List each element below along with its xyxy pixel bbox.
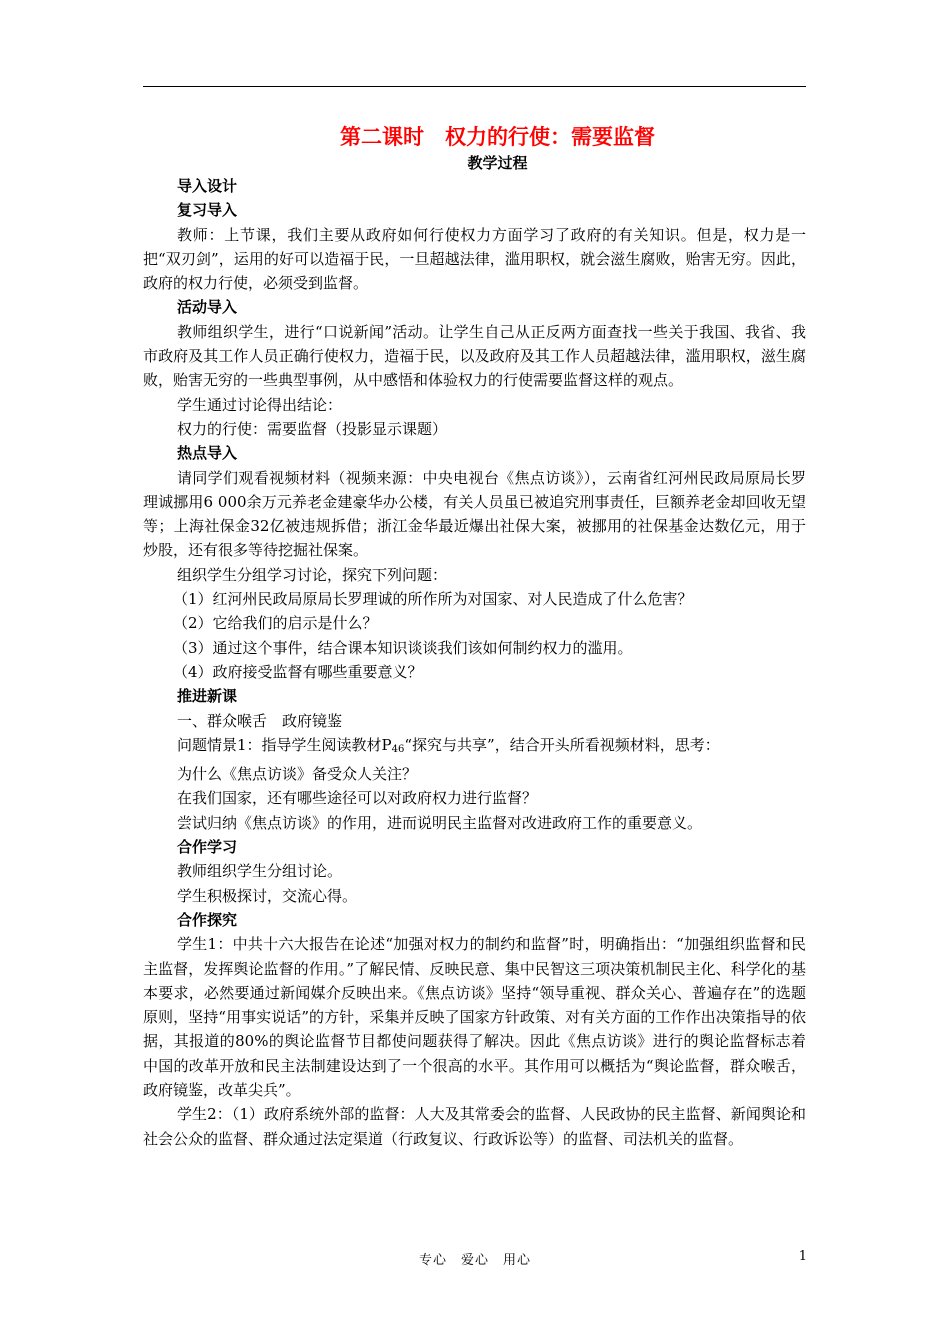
- scene-text-b: “探究与共享”，结合开头所看视频材料，思考：: [404, 735, 720, 754]
- heading-new-lesson: 推进新课: [177, 687, 238, 706]
- paragraph-scene-1: [143, 733, 806, 762]
- paragraph-student-2: 学生2：（1）政府系统外部的监督：人大及其常委会的监督、人民政协的民主监督、新闻舆论和社会公众的监督、群众通过法定渠道（行政复议、行政诉讼等）的监督、司法机关的监督。: [143, 1105, 806, 1148]
- paragraph-topic: 权力的行使：需要监督（投影显示课题）: [177, 419, 448, 438]
- paragraph-section-1: 一、群众喉舌 政府镜鉴: [177, 711, 343, 730]
- paragraph-hot: 请同学们观看视频材料（视频来源：中央电视台《焦点访谈》），云南省红河州民政局原局长罗理诚挪用6 000余万元养老金建豪华办公楼，有关人员虽已被追究刑事责任，巨额养老金却回收无望等；上海社保金32亿被违规拆借；浙江金华最近爆出社保大案，被挪用的社保基金达数亿元，用于炒股，还有很多等待挖掘社保案。: [143, 468, 806, 560]
- scene-text-a: 问题情景1：指导学生阅读教材P: [177, 735, 392, 754]
- question-item: （3）通过这个事件，结合课本知识谈谈我们该如何制约权力的滥用。: [173, 638, 633, 657]
- question-item: （1）红河州民政局原局长罗理诚的所作所为对国家、对人民造成了什么危害？: [173, 590, 693, 609]
- footer-motto: 专心 爱心 用心: [418, 1253, 531, 1268]
- heading-hot: 热点导入: [177, 444, 238, 463]
- document-body: [143, 122, 806, 1151]
- paragraph-coop-2: 学生积极探讨，交流心得。: [177, 886, 358, 905]
- paragraph-conclusion: 学生通过讨论得出结论：: [177, 395, 343, 414]
- question-item: （2）它给我们的启示是什么？: [173, 614, 378, 633]
- question-item: （4）政府接受监督有哪些重要意义？: [173, 662, 423, 681]
- heading-cooperative-learning: 合作学习: [177, 838, 238, 857]
- heading-cooperative-inquiry: 合作探究: [177, 910, 238, 929]
- heading-intro: 导入设计: [177, 177, 238, 195]
- paragraph-ways: 在我们国家，还有哪些途径可以对政府权力进行监督？: [177, 789, 538, 808]
- scene-page-subscript: 46: [391, 743, 405, 755]
- paragraph-coop-1: 教师组织学生分组讨论。: [177, 862, 343, 881]
- heading-activity: 活动导入: [177, 298, 238, 317]
- page-number: 1: [798, 1249, 807, 1264]
- page-subtitle: 教学过程: [467, 154, 528, 172]
- paragraph-student-1: 学生1：中共十六大报告在论述“加强对权力的制约和监督”时，明确指出：“加强组织监督和民主监督，发挥舆论监督的作用。”了解民情、反映民意、集中民智这三项决策机制民主化、科学化的基本要求，必然要通过新闻媒介反映出来。《焦点访谈》坚持“领导重视、群众关心、普遍存在”的选题原则，坚持“用事实说话”的方针，采集并反映了国家方针政策、对有关方面的工作作出决策指导的依据，其报道的80%的舆论监督节目都使问题获得了解决。因此《焦点访谈》进行的舆论监督标志着中国的改革开放和民主法制建设达到了一个很高的水平。其作用可以概括为“舆论监督，群众喉舌，政府镜鉴，改革尖兵”。: [143, 935, 806, 1099]
- header-rule: [143, 86, 806, 87]
- paragraph-review: 教师：上节课，我们主要从政府如何行使权力方面学习了政府的有关知识。但是，权力是一把“双刃剑”，运用的好可以造福于民，一旦超越法律，滥用职权，就会滋生腐败，贻害无穷。因此，政府的权力行使，必须受到监督。: [143, 225, 806, 293]
- paragraph-activity: 教师组织学生，进行“口说新闻”活动。让学生自己从正反两方面查找一些关于我国、我省、我市政府及其工作人员正确行使权力，造福于民，以及政府及其工作人员超越法律，滥用职权，滋生腐败，贻害无穷的一些典型事例，从中感悟和体验权力的行使需要监督这样的观点。: [143, 322, 806, 390]
- paragraph-group: 组织学生分组学习讨论，探究下列问题：: [177, 565, 448, 584]
- paragraph-try: 尝试归纳《焦点访谈》的作用，进而说明民主监督对改进政府工作的重要意义。: [177, 813, 703, 832]
- paragraph-why: 为什么《焦点访谈》备受众人关注？: [177, 765, 418, 784]
- page-title: 第二课时 权力的行使：需要监督: [340, 124, 655, 149]
- heading-review: 复习导入: [177, 201, 238, 220]
